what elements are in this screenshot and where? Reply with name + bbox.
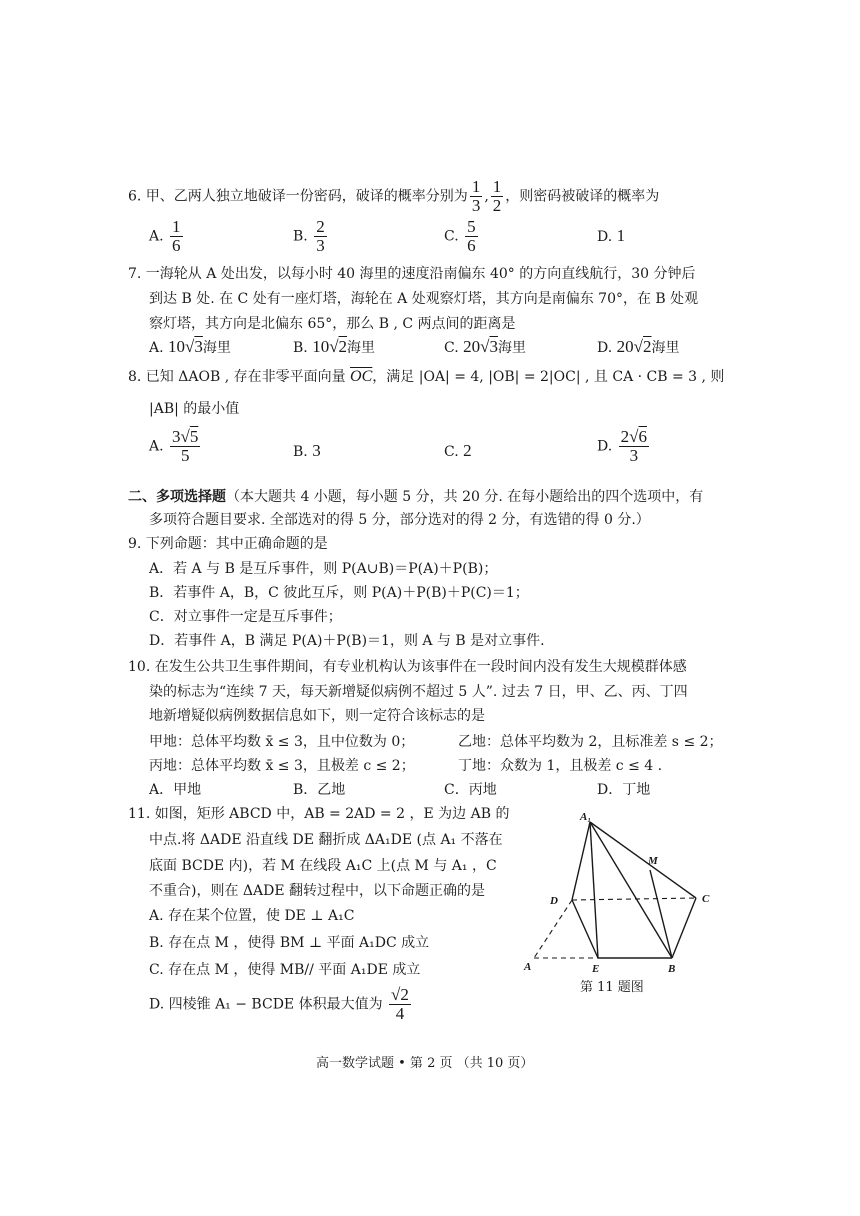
q10-option-d: D．丁地	[597, 782, 651, 798]
q10-option-b: B．乙地	[293, 782, 346, 798]
q9-option-d: D．若事件 A，B 满足 P(A)＋P(B)＝1，则 A 与 B 是对立事件.	[149, 633, 545, 649]
q11-line-1: 11. 如图，矩形 ABCD 中，AB = 2AD = 2 ，E 为边 AB 的	[128, 806, 510, 822]
q8-line-2: |AB| 的最小值	[149, 401, 240, 417]
q10-line-1: 10. 在发生公共卫生事件期间，有专业机构认为该事件在一段时间内没有发生大规模群体感	[128, 659, 687, 675]
edge-a1-c	[590, 822, 696, 898]
q8-line-1: 8. 已知 ΔAOB , 存在非零平面向量 $\overline{OC}$，满足 |OA| = 4, |OB| = 2|OC| , 且 CA · CB = 3 , 则	[128, 368, 725, 385]
q6-option-b: B. $\frac{2}{3}$	[293, 217, 325, 255]
q7-option-b: B. 10√2海里	[293, 337, 376, 356]
q11-figure	[520, 808, 720, 998]
q7-line-2: 到达 B 处. 在 C 处有一座灯塔，海轮在 A 处观察灯塔，其方向是南偏东 70°，在 B 处观	[149, 291, 699, 307]
edge-a1-e	[590, 822, 598, 958]
q11-line-3: 底面 BCDE 内)，若 M 在线段 A₁C 上(点 M 与 A₁ ，C	[149, 858, 497, 874]
q10-line-3: 地新增疑似病例数据信息如下，则一定符合该标志的是	[149, 708, 485, 724]
q10-ding: 丁地：众数为 1，且极差 c ≤ 4 .	[458, 758, 663, 774]
q10-line-2: 染的标志为“连续 7 天，每天新增疑似病例不超过 5 人”. 过去 7 日，甲、乙、丙、丁四	[149, 684, 688, 700]
q6-stem: 6. 甲、乙两人独立地破译一份密码，破译的概率分别为 $\frac{1}{3}$ , $\frac{1}{2}$ ，则密码被破译的概率为	[128, 177, 660, 215]
q11-line-4: 不重合)，则在 ΔADE 翻转过程中，以下命题正确的是	[149, 883, 486, 899]
q6-option-d: D. 1	[597, 226, 626, 245]
q11-option-b: B. 存在点 M ，使得 BM ⊥ 平面 A₁DC 成立	[149, 935, 430, 951]
q11-option-a: A. 存在某个位置，使 DE ⊥ A₁C	[149, 908, 355, 924]
label-m: M	[648, 855, 658, 867]
label-b: B	[668, 963, 676, 975]
q7-line-3: 察灯塔，其方向是北偏东 65°，那么 B , C 两点间的距离是	[149, 316, 516, 332]
q9-stem: 9. 下列命题：其中正确命题的是	[128, 536, 328, 552]
q10-option-c: C．丙地	[444, 782, 497, 798]
q7-line-1: 7. 一海轮从 A 处出发，以每小时 40 海里的速度沿南偏东 40° 的方向直线航行，30 分钟后	[128, 266, 696, 282]
q10-option-a: A．甲地	[149, 782, 202, 798]
q7-option-c: C. 20√3海里	[444, 337, 526, 356]
vector-oc: $\overline{OC}$	[350, 368, 373, 385]
label-c: C	[702, 893, 710, 905]
q11-line-2: 中点.将 ΔADE 沿直线 DE 翻折成 ΔA₁DE (点 A₁ 不落在	[149, 832, 503, 848]
q6-option-a: A. $\frac{1}{6}$	[149, 217, 181, 255]
q9-option-c: C．对立事件一定是互斥事件；	[149, 609, 342, 625]
q11-option-d: D. 四棱锥 A₁ − BCDE 体积最大值为 $\frac{√2}{4}$	[149, 985, 409, 1023]
q10-bing: 丙地：总体平均数 x̄ ≤ 3，且极差 c ≤ 2；	[149, 758, 415, 774]
page-footer: 高一数学试题 • 第 2 页 （共 10 页）	[316, 1056, 534, 1071]
q11-option-c: C. 存在点 M ，使得 MB// 平面 A₁DE 成立	[149, 962, 421, 978]
section-2-heading: 二、多项选择题（本大题共 4 小题，每小题 5 分，共 20 分. 在每小题给出的四个选项中，有	[128, 489, 704, 505]
edge-b-c	[672, 898, 696, 958]
q9-option-b: B．若事件 A，B，C 彼此互斥，则 P(A)＋P(B)＋P(C)＝1；	[149, 585, 529, 601]
label-e: E	[592, 963, 600, 975]
edge-a1-b	[590, 822, 672, 958]
q8-option-c: C. 2	[444, 441, 472, 460]
label-a: A	[524, 961, 532, 973]
q8-option-b: B. 3	[293, 441, 321, 460]
q10-jia: 甲地：总体平均数 x̄ ≤ 3，且中位数为 0；	[149, 734, 415, 750]
q6-option-c: C. $\frac{5}{6}$	[444, 217, 476, 255]
q10-yi: 乙地：总体平均数为 2，且标准差 s ≤ 2；	[458, 734, 723, 750]
q8-option-d: D. $\frac{2√6}{3}$	[597, 427, 647, 465]
q7-option-a: A. 10√3海里	[149, 337, 231, 356]
edge-a1-d	[572, 822, 590, 900]
edge-d-c-dashed	[572, 898, 696, 900]
edge-m-b	[650, 870, 672, 958]
section-2-instructions: 多项符合题目要求. 全部选对的得 5 分，部分选对的得 2 分，有选错的得 0 分.）	[149, 512, 650, 528]
label-d: D	[550, 895, 558, 907]
edge-d-e	[572, 900, 598, 958]
label-a1: A₁	[580, 811, 592, 823]
q8-option-a: A. $\frac{3√5}{5}$	[149, 427, 199, 465]
figure-caption: 第 11 题图	[580, 980, 644, 995]
edge-d-a-dashed	[534, 900, 572, 958]
q7-option-d: D. 20√2海里	[597, 337, 680, 356]
q9-option-a: A．若 A 与 B 是互斥事件，则 P(A∪B)＝P(A)＋P(B)；	[149, 561, 498, 577]
